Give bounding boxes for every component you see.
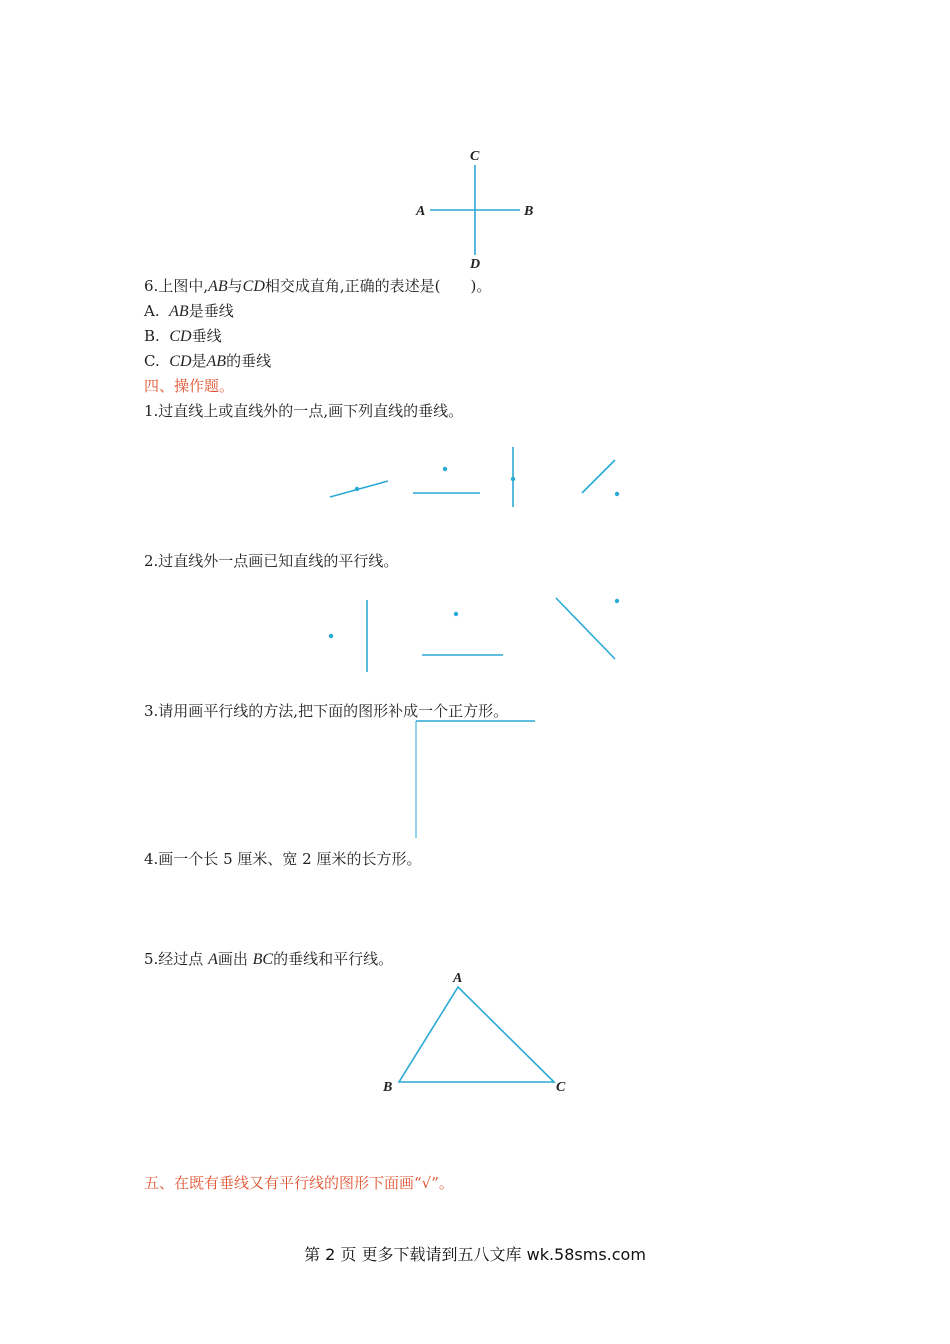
label-b: B — [524, 204, 534, 219]
q1-point-2 — [443, 467, 447, 471]
q3-figure — [416, 721, 535, 838]
q2-figures — [329, 598, 619, 672]
triangle-abc — [399, 987, 554, 1082]
section5-heading: 五、在既有垂线又有平行线的图形下面画“√”。 — [144, 1174, 454, 1192]
label-a: A — [416, 204, 426, 219]
label-d: D — [470, 257, 481, 272]
section4-heading: 四、操作题。 — [144, 377, 235, 395]
s4-question-3: 3.请用画平行线的方法,把下面的图形补成一个正方形。 — [144, 702, 509, 720]
q2-line-3 — [556, 598, 615, 659]
q6-option-c[interactable]: C. CD是AB的垂线 — [144, 352, 272, 370]
label-c: C — [470, 149, 480, 164]
q1-point-4 — [615, 492, 619, 496]
s4-question-1: 1.过直线上或直线外的一点,画下列直线的垂线。 — [144, 402, 464, 420]
cross-figure — [415, 149, 533, 272]
label-tri-c: C — [556, 1080, 566, 1095]
label-tri-b: B — [383, 1080, 393, 1095]
s4-question-5: 5.经过点 A画出 BC的垂线和平行线。 — [144, 950, 394, 968]
q1-point-1 — [355, 487, 359, 491]
s4-question-2: 2.过直线外一点画已知直线的平行线。 — [144, 552, 399, 570]
q6-stem: 6.上图中,AB与CD相交成直角,正确的表述是( )。 — [144, 277, 492, 295]
q6-option-b[interactable]: B. CD垂线 — [144, 327, 222, 345]
label-tri-a: A — [453, 971, 463, 986]
s4-question-4: 4.画一个长 5 厘米、宽 2 厘米的长方形。 — [144, 850, 422, 868]
q1-line-4 — [582, 460, 615, 493]
q2-point-2 — [454, 612, 458, 616]
q6-option-a[interactable]: A. AB是垂线 — [144, 302, 234, 320]
triangle-figure — [382, 971, 566, 1095]
q2-point-1 — [329, 634, 333, 638]
q1-point-3 — [511, 477, 515, 481]
q1-figures — [330, 447, 619, 507]
page-footer: 第 2 页 更多下载请到五八文库 wk.58sms.com — [304, 1245, 646, 1264]
q2-point-3 — [615, 599, 619, 603]
